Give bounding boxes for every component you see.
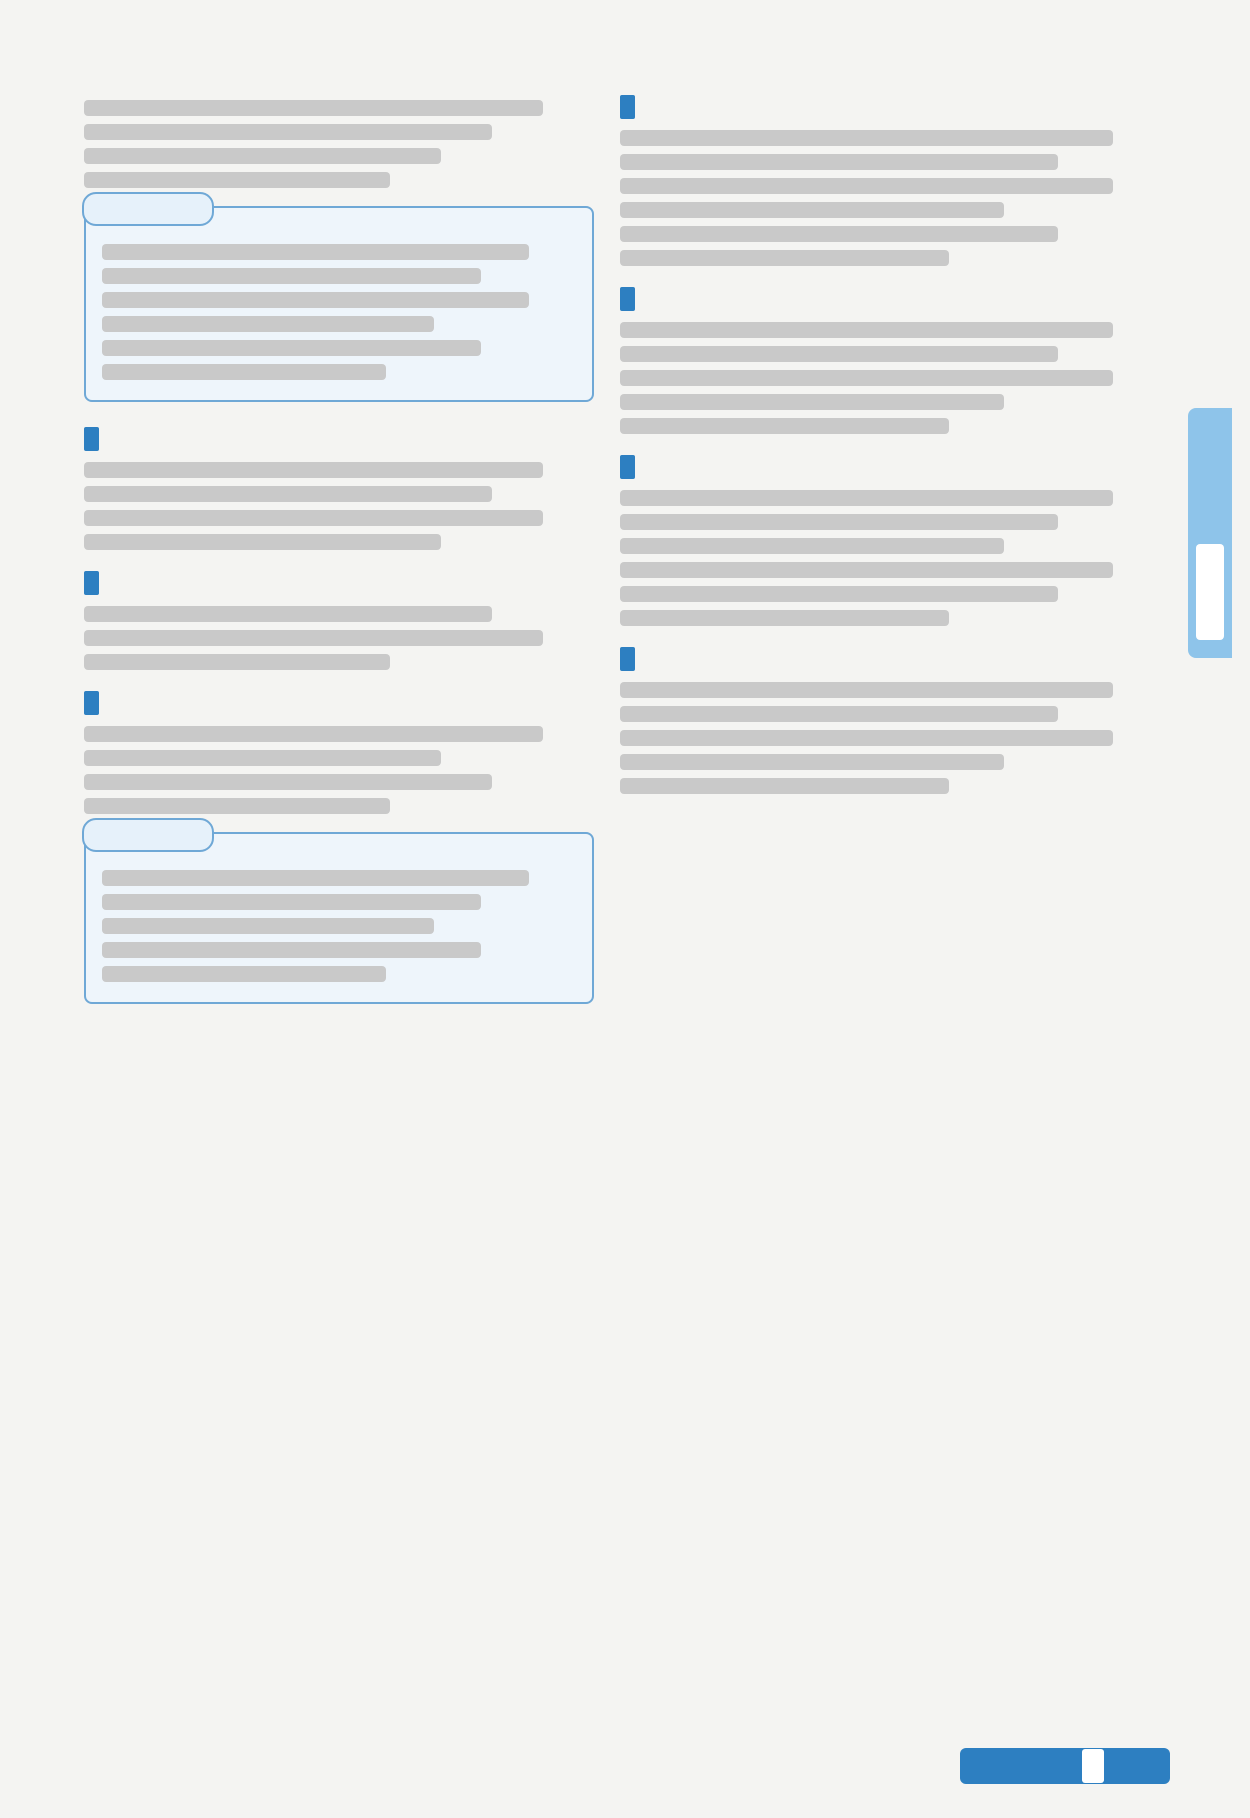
answer-block [84,568,594,670]
answer-block [84,100,594,188]
answer-block [620,644,1168,794]
answer-block [84,688,594,814]
page-footer [960,1748,1170,1784]
tip-box [84,206,594,402]
tip-box-tag [82,818,214,852]
answer-block [620,284,1168,434]
answer-block [620,452,1168,626]
question-number [620,95,635,119]
question-number [84,571,99,595]
question-number [620,455,635,479]
answer-block [84,424,594,550]
question-number [620,287,635,311]
page-number [1082,1749,1104,1783]
right-column [620,92,1168,812]
question-number [84,691,99,715]
tip-box-tag [82,192,214,226]
question-number [620,647,635,671]
answer-block [620,92,1168,266]
tip-box [84,832,594,1004]
question-number [84,427,99,451]
section-side-tab [1188,408,1232,658]
left-column [84,92,594,1026]
